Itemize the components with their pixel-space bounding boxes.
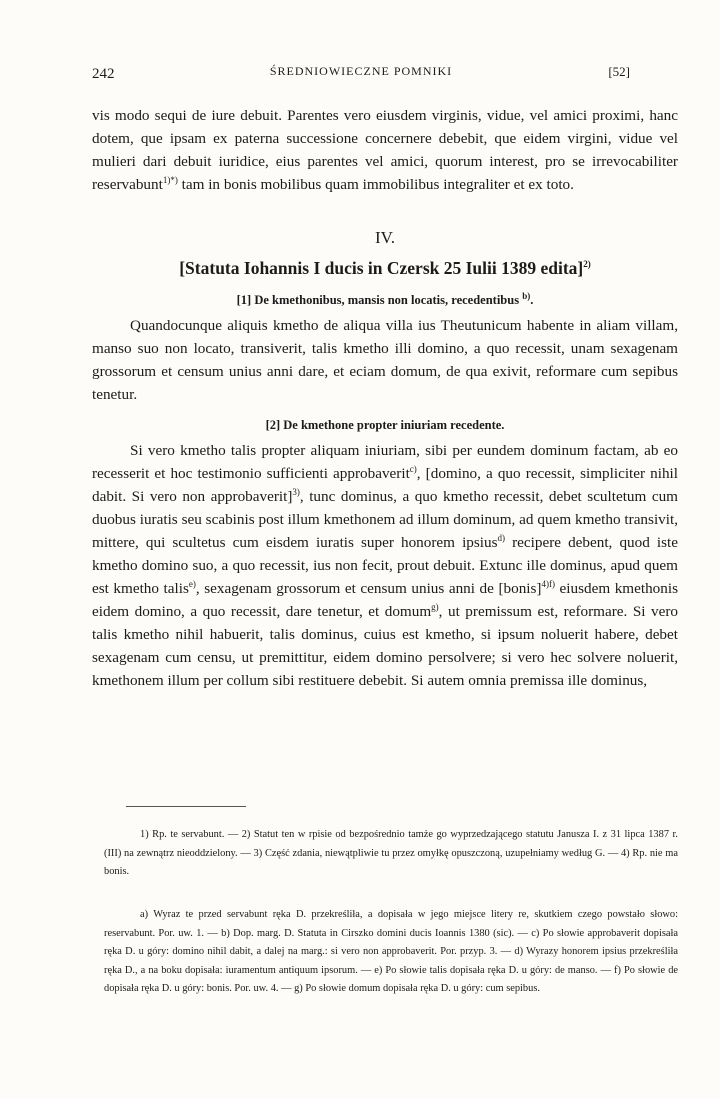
footnote-ref: 1)*) [162, 174, 178, 185]
section-heading-text: [Statuta Iohannis I ducis in Czersk 25 Iulii 1389 edita] [179, 258, 584, 278]
heading-end: . [530, 293, 534, 307]
section-number: IV. [375, 228, 395, 247]
main-text [92, 104, 678, 692]
text-run: eiusdem kmethonis eidem domino, a quo recessit, dare tenetur, et domum [92, 580, 678, 620]
text-run: , ut premissum est, reformare. Si vero talis kmetho nihil habuerit, talis dominus, cuius est kmetho, si ipsum noluerit habere, debet sexagenam cum censu, ut premittitur, eidem domino persolvere; si vero hec solvere noluerit, kmethonem illum per collum sibi restituere debebit. Si autem omnia premissa ille dominus, [92, 603, 678, 689]
text-run: recipere debent, quod iste kmetho domino suo, a quo recessit, ius non fecit, prout debuit. Extunc ille dominus, apud quem est kmetho talis [92, 534, 678, 597]
footnote-ref: 2) [583, 259, 591, 270]
text-run: , tunc dominus, a quo kmetho recessit, debet scultetum cum duobus iuratis seu scabinis post illum kmethonem ad illum dominum, ad quem kmetho transivit, mittere, qui scultetus cum eisdem iuratis super honorem ipsius [92, 488, 678, 551]
footnote-ref: g) [431, 601, 439, 612]
subsection-heading-text: [1] De kmethonibus, mansis non locatis, recedentibus [236, 293, 520, 307]
intro-text: vis modo sequi de iure debuit. Parentes vero eiusdem virginis, vidue, vel amici proximi, hanc dotem, que ipsam ex paterna successione concernere debebit, que eidem virgini, vidue vel mulieri dari debuit iuridice, eius parentes vel amici, quorum interest, pro se irrevocabiliter reservabunt [92, 107, 678, 193]
footnote-ref: 4)f) [541, 578, 555, 589]
text-run: Si vero kmetho talis propter aliquam iniuriam, sibi per eundem dominum factam, ab eo recesserit et hoc testimonio sufficienti approbaverit [92, 442, 678, 482]
intro-tail: tam in bonis mobilibus quam immobilibus integraliter et ex toto. [177, 176, 574, 193]
subsection-1-text: Quandocunque aliquis kmetho de aliqua villa ius Theutunicum habente in aliam villam, manso suo non locato, transiverit, talis kmetho illi domino, a quo recessit, unam sexagenam grossorum et censum unius anni dare, et eciam domum, de qua exivit, reformare cum sepibus tenetur. [92, 317, 678, 403]
section-heading [92, 257, 678, 280]
footnote-ref: c) [409, 463, 417, 474]
footnote-ref: e) [188, 578, 196, 589]
footnote-ref: 3) [292, 486, 300, 497]
subsection-heading-2: [2] De kmethone propter iniuriam recedente. [265, 418, 505, 432]
footnote-text: 1) Rp. te servabunt. — 2) Statut ten w rpisie od bezpośrednio tamże go wyprzedzającego statutu Janusza I. z 31 lipca 1387 r. (III) na zewnątrz nieoddzielony. — 3) Część zdania, niewątpliwie tu przez omyłkę opuszczoną, uzupełniamy według G. — 4) Rp. nie ma bonis. [104, 829, 678, 877]
subsection-2-text [92, 439, 678, 692]
running-title: ŚREDNIOWIECZNE POMNIKI [269, 64, 453, 78]
subsection-heading-1 [92, 289, 678, 312]
footnote-divider [126, 806, 246, 807]
page-number: 242 [92, 66, 115, 82]
running-header [92, 60, 630, 82]
footnote-ref: b) [522, 290, 531, 301]
intro-paragraph [92, 104, 678, 196]
footnote-ref: d) [497, 532, 506, 543]
footnotes-alpha [104, 906, 678, 999]
signature-mark: [52] [608, 64, 630, 79]
text-run: , sexagenam grossorum et censum unius anni de [bonis] [195, 580, 542, 597]
footnotes-numeric [104, 826, 678, 882]
footnote-text: a) Wyraz te przed servabunt ręka D. przekreśliła, a dopisała w jego miejsce litery re, skutkiem czego powstało słowo: reservabunt. Por. uw. 1. — b) Dop. marg. D. Statuta in Cirszko domini ducis Ioannis 1380 (sic). — c) Po słowie approbaverit dopisała ręka D. u góry: domino nihil dabit, a dalej na marg.: si vero non approbaverit. Por. przyp. 3. — d) Wyrazy honorem ipsius przekreśliła ręka D., a na boku dopisała: iuramentum antiquum ipsorum. — e) Po słowie talis dopisała ręka D. u góry: de manso. — f) Po słowie de dopisała ręka D. u góry: bonis. Por. uw. 4. — g) Po słowie domum dopisała ręka D. u góry: cum sepibus. [104, 909, 678, 994]
text-run: , [domino, a quo recessit, simpliciter nihil dabit. Si vero non approbaverit] [92, 465, 678, 505]
